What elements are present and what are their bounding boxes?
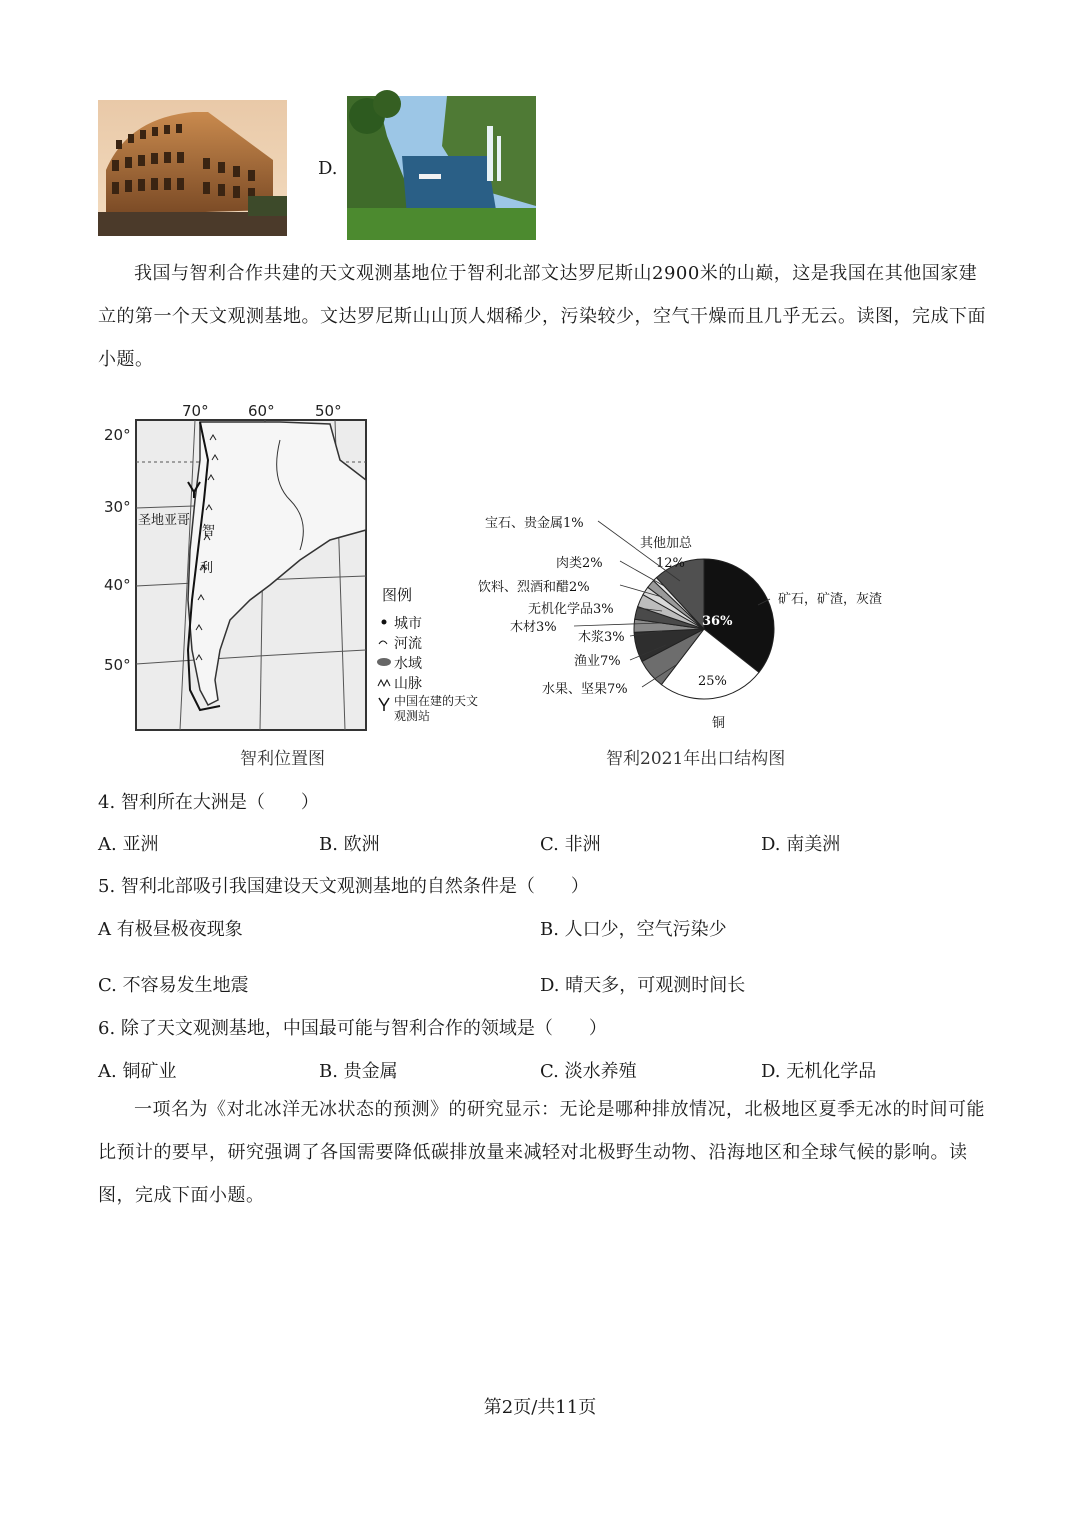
label-chem: 无机化学品3% xyxy=(528,602,614,617)
label-wood: 木材3% xyxy=(510,620,557,635)
legend-mountain: 山脉 xyxy=(394,676,422,692)
page-footer: 第2页/共11页 xyxy=(483,1397,597,1418)
pie-caption: 智利2021年出口结构图 xyxy=(606,749,786,769)
label-li: 利 xyxy=(200,561,214,576)
lon-label-50: 50° xyxy=(315,402,342,420)
q5-option-a[interactable]: A 有极昼极夜现象 xyxy=(98,919,243,940)
question-6: 6. 除了天文观测基地，中国最可能与智利合作的领域是（ ） xyxy=(98,1018,607,1039)
label-other-pct: 12% xyxy=(656,556,685,571)
question-5: 5. 智利北部吸引我国建设天文观测基地的自然条件是（ ） xyxy=(98,876,589,897)
label-gem: 宝石、贵金属1% xyxy=(485,516,584,531)
passage-arctic: 一项名为《对北冰洋无冰状态的预测》的研究显示：无论是哪种排放情况，北极地区夏季无冰的时间可能比预计的要早，研究强调了各国需要降低碳排放量来减轻对北极野生动物、沿海地区和全球气候的影响。读图，完成下面小题。 xyxy=(98,1099,985,1206)
observatory-legend-icon xyxy=(379,698,389,711)
legend-title: 图例 xyxy=(382,586,413,604)
river-icon xyxy=(379,641,387,644)
city-icon xyxy=(382,620,387,625)
water-icon xyxy=(377,658,391,666)
label-meat: 肉类2% xyxy=(556,556,603,571)
q4-option-a[interactable]: A. 亚洲 xyxy=(98,834,159,855)
label-zhi: 智 xyxy=(202,524,216,539)
label-pulp: 木浆3% xyxy=(578,630,625,645)
q4-option-d[interactable]: D. 南美洲 xyxy=(761,834,841,855)
label-ore-pct: 36% xyxy=(702,614,733,629)
legend-river: 河流 xyxy=(394,636,422,652)
q5-option-d[interactable]: D. 晴天多，可观测时间长 xyxy=(540,975,746,996)
label-fruit: 水果、坚果7% xyxy=(542,682,628,697)
lat-label-40: 40° xyxy=(104,576,131,594)
lon-label-70: 70° xyxy=(182,402,209,420)
label-other: 其他加总 xyxy=(640,536,693,551)
q6-option-c[interactable]: C. 淡水养殖 xyxy=(540,1061,637,1082)
fjord-photo xyxy=(347,96,536,240)
label-fish: 渔业7% xyxy=(574,654,621,669)
q5-option-b[interactable]: B. 人口少，空气污染少 xyxy=(540,919,727,940)
q5-option-c[interactable]: C. 不容易发生地震 xyxy=(98,975,249,996)
legend-city: 城市 xyxy=(394,616,422,632)
label-santiago: 圣地亚哥 xyxy=(138,513,191,528)
label-drink: 饮料、烈酒和醋2% xyxy=(478,580,590,595)
colosseum-photo xyxy=(98,100,287,236)
q6-option-b[interactable]: B. 贵金属 xyxy=(319,1061,398,1082)
q6-option-d[interactable]: D. 无机化学品 xyxy=(761,1061,877,1082)
mountain-icon xyxy=(378,680,390,686)
label-ore: 矿石，矿渣，灰渣 xyxy=(778,592,883,607)
legend-observatory: 中国在建的天文观测站 xyxy=(394,694,479,723)
passage-chile-observatory: 我国与智利合作共建的天文观测基地位于智利北部文达罗尼斯山2900米的山巅，这是我国在其他国家建立的第一个天文观测基地。文达罗尼斯山山顶人烟稀少，污染较少，空气干燥而且几乎无云。读图，完成下面小题。 xyxy=(98,263,986,370)
q4-option-b[interactable]: B. 欧洲 xyxy=(319,834,380,855)
label-copper-pct: 25% xyxy=(698,674,727,689)
label-copper: 铜 xyxy=(712,716,726,731)
chile-location-map xyxy=(100,400,480,735)
lon-label-60: 60° xyxy=(248,402,275,420)
map-caption: 智利位置图 xyxy=(240,749,325,769)
legend-water: 水域 xyxy=(394,656,422,672)
export-pie-chart xyxy=(470,505,883,735)
lat-label-50: 50° xyxy=(104,656,131,674)
lat-label-20: 20° xyxy=(104,426,131,444)
q6-option-a[interactable]: A. 铜矿业 xyxy=(98,1061,177,1082)
q4-option-c[interactable]: C. 非洲 xyxy=(540,834,601,855)
lat-label-30: 30° xyxy=(104,498,131,516)
question-4: 4. 智利所在大洲是（ ） xyxy=(98,792,319,813)
option-d-letter: D. xyxy=(318,158,338,179)
